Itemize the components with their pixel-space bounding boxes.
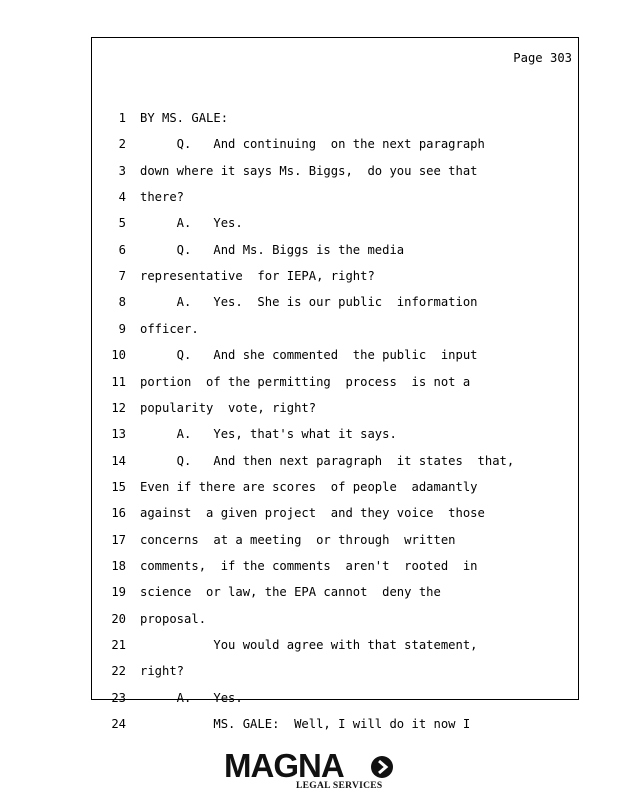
- logo-wordmark: MAGNA: [224, 747, 344, 784]
- transcript-line: [92, 503, 578, 523]
- line-text: A. Yes.: [140, 216, 243, 231]
- transcript-line: [92, 134, 578, 154]
- transcript-line: [92, 688, 578, 708]
- line-number: 5: [118, 216, 126, 231]
- line-text: Q. And continuing on the next paragraph: [140, 137, 485, 152]
- line-number: 18: [111, 558, 126, 573]
- transcript-line: [92, 477, 578, 497]
- transcript-line: [92, 398, 578, 418]
- line-text: Q. And she commented the public input: [140, 348, 478, 363]
- line-text: representative for IEPA, right?: [140, 269, 375, 284]
- line-text: right?: [140, 664, 185, 679]
- line-number: 10: [111, 348, 126, 363]
- line-number: 24: [111, 717, 126, 732]
- transcript-line: [92, 266, 578, 286]
- line-text: against a given project and they voice those: [140, 506, 485, 521]
- magna-logo: [224, 748, 396, 792]
- transcript-line: [92, 240, 578, 260]
- page-number: Page 303: [513, 51, 572, 65]
- transcript-line: [92, 635, 578, 655]
- chevron-right-icon: [371, 756, 393, 778]
- transcript-line: [92, 213, 578, 233]
- line-number: 13: [111, 427, 126, 442]
- line-number: 2: [118, 137, 126, 152]
- transcript-line: [92, 714, 578, 734]
- line-text: A. Yes, that's what it says.: [140, 427, 397, 442]
- line-number: 16: [111, 506, 126, 521]
- line-number: 15: [111, 479, 126, 494]
- transcript-line: [92, 556, 578, 576]
- line-number: 4: [118, 190, 126, 205]
- line-number: 3: [118, 163, 126, 178]
- line-number: 22: [111, 664, 126, 679]
- transcript-line: [92, 530, 578, 550]
- line-number: 6: [118, 242, 126, 257]
- transcript-line: [92, 451, 578, 471]
- transcript-line: [92, 372, 578, 392]
- line-text: Q. And Ms. Biggs is the media: [140, 242, 405, 257]
- line-text: BY MS. GALE:: [140, 111, 229, 125]
- line-number: 11: [111, 374, 126, 389]
- transcript-line: [92, 187, 578, 207]
- transcript-line: [92, 161, 578, 181]
- line-number: 20: [111, 611, 126, 626]
- line-number: 12: [111, 400, 126, 415]
- line-text: A. Yes.: [140, 690, 243, 705]
- line-number: 9: [118, 321, 126, 336]
- transcript-line: [92, 108, 578, 128]
- transcript-line: [92, 661, 578, 681]
- line-text: concerns at a meeting or through written: [140, 532, 456, 547]
- transcript-line: [92, 319, 578, 339]
- transcript-line: [92, 292, 578, 312]
- line-number: 17: [111, 532, 126, 547]
- transcript-line: [92, 424, 578, 444]
- transcript-line: [92, 609, 578, 629]
- transcript-page: [91, 37, 579, 732]
- line-text: MS. GALE: Well, I will do it now I: [140, 717, 471, 732]
- line-text: You would agree with that statement,: [140, 638, 478, 652]
- logo-subtitle: LEGAL SERVICES: [296, 781, 383, 791]
- transcript-line: [92, 582, 578, 602]
- line-text: A. Yes. She is our public information: [140, 295, 478, 310]
- transcript-line: [92, 345, 578, 365]
- line-number: 21: [111, 638, 126, 652]
- line-text: officer.: [140, 321, 199, 336]
- line-text: science or law, the EPA cannot deny the: [140, 585, 441, 600]
- line-text: down where it says Ms. Biggs, do you see that: [140, 163, 478, 178]
- line-text: Even if there are scores of people adamantly: [140, 479, 478, 494]
- line-text: comments, if the comments aren't rooted in: [140, 558, 478, 573]
- line-text: there?: [140, 190, 185, 205]
- line-text: Q. And then next paragraph it states that,: [140, 453, 515, 468]
- line-text: popularity vote, right?: [140, 400, 317, 415]
- line-text: proposal.: [140, 611, 207, 626]
- line-number: 19: [111, 585, 126, 600]
- line-text: portion of the permitting process is not a: [140, 374, 471, 389]
- line-number: 7: [118, 269, 126, 284]
- line-number: 23: [111, 690, 126, 705]
- line-number: 1: [118, 111, 126, 125]
- line-number: 14: [111, 453, 126, 468]
- line-number: 8: [118, 295, 126, 310]
